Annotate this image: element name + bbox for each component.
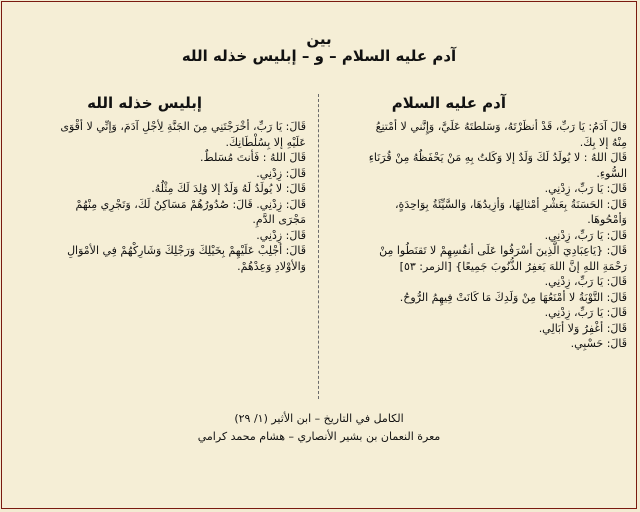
adam-line: قَالَ: حَسْبِي.: [570, 337, 627, 350]
adam-line: قَالَ اللهُ : لا يُولَدُ لَكَ وَلَدٌ إلا وَكَلتُ بِهِ مَنْ يَحْفَظُهُ مِنْ قُرَنَاءِ: [368, 151, 627, 164]
adam-line: قَالَ: الحَسَنَةُ بِعَشْرِ أمْثالِهَا، وَأزِيدُهَا، وَالسَّيِّئَةُ بِوَاحِدَةٍ،: [395, 197, 627, 211]
title-line-2: آدم عليه السلام – و – إبليس خذله الله: [181, 47, 457, 65]
adam-line: قالَ آدَمُ: يَا رَبِّ، قَدْ أنظَرْتَهُ، وَسَلطتَهُ عَلَيَّ، وَإِنَّني لا أمْتنِعُ: [375, 120, 627, 133]
adam-line: قَالَ: أغْفِرُ وَلا أبَالِي.: [538, 321, 627, 335]
iblis-line: قَالَ: زِدْنِي. قَالَ: صُدُورُهُمْ مَسَاكِنُ لَكَ، وَتَجْرِي مِنْهُمْ: [75, 197, 306, 211]
iblis-line: قَالَ اللهُ : فَأنتَ مُسَلطٌ.: [200, 151, 306, 164]
adam-line: قَالَ: التَّوْبَةُ لا أمْنَعُهَا مِنْ وَلَدِكَ مَا كَانَتْ فِيهِمُ الرُّوحُ.: [399, 290, 627, 304]
adam-line: قَالَ: يَا رَبِّ، زِدْنِي.: [544, 182, 627, 195]
title-line-1: بين: [306, 30, 332, 48]
adam-line: السُّوءِ.: [596, 166, 627, 180]
adam-line: وَأمْحُوهَا.: [587, 213, 627, 226]
iblis-line: عَلَيْهِ إلا بِسُلْطَانِكَ.: [225, 135, 306, 149]
iblis-line: مَجْرَى الدَّمِ.: [252, 213, 306, 226]
document-frame: [1, 1, 637, 509]
adam-line: قَالَ: يَا رَبِّ، زِدْنِي.: [544, 306, 627, 319]
adam-line: رَحْمَةِ اللهِ إنَّ اللهَ يَغفِرُ الذُّنُوبَ جَمِيعًا} [الزمر: ٥٣]: [399, 259, 627, 273]
adam-line: مِنْهُ إلا بِكَ.: [579, 135, 627, 149]
adam-line: قَالَ: {يَاعِبَادِيَ الَّذِينَ أسْرَفُوا عَلَى أنفُسِهِمْ لا تَقنَطُوا مِنْ: [379, 244, 627, 257]
adam-line: قَالَ: يَا رَبِّ، زِدْنِي.: [544, 228, 627, 242]
author-credit: معرة النعمان بن بشير الأنصاري – هشام محمد كرامي: [197, 430, 441, 443]
iblis-column: [10, 119, 306, 274]
iblis-line: قَالَ: أجْلِبْ عَلَيْهِمْ بِخَيْلِكَ وَرَجْلِكَ وَشَارِكْهُمْ فِي الأمْوَالِ: [67, 244, 306, 257]
adam-line: قَالَ: يَا رَبِّ، زِدْنِي.: [544, 275, 627, 288]
iblis-line: قَالَ: زِدْنِي.: [256, 166, 306, 180]
iblis-line: قَالَ: لا يُولَدُ لَهُ وَلَدٌ إلا وُلِدَ لَكَ مِثْلُهُ.: [151, 182, 306, 195]
iblis-line: وَالأوْلادِ وَعِدْهُمْ.: [237, 259, 306, 273]
source-citation: الكامل في التاريخ – ابن الأثير (١/ ٢٩): [234, 412, 404, 425]
adam-column-heading: آدم عليه السلام: [391, 94, 506, 112]
iblis-line: قَالَ: زِدْنِي.: [256, 228, 306, 242]
column-divider: [318, 94, 319, 399]
adam-column: [325, 119, 627, 352]
iblis-column-heading: إبليس خذله الله: [87, 94, 202, 112]
iblis-line: قَالَ: يَا رَبِّ، أخْرَجْتَنِي مِنَ الجَنَّةِ لِأجْلِ آدَمَ، وَإنِّي لا أقْوَى: [60, 120, 306, 133]
